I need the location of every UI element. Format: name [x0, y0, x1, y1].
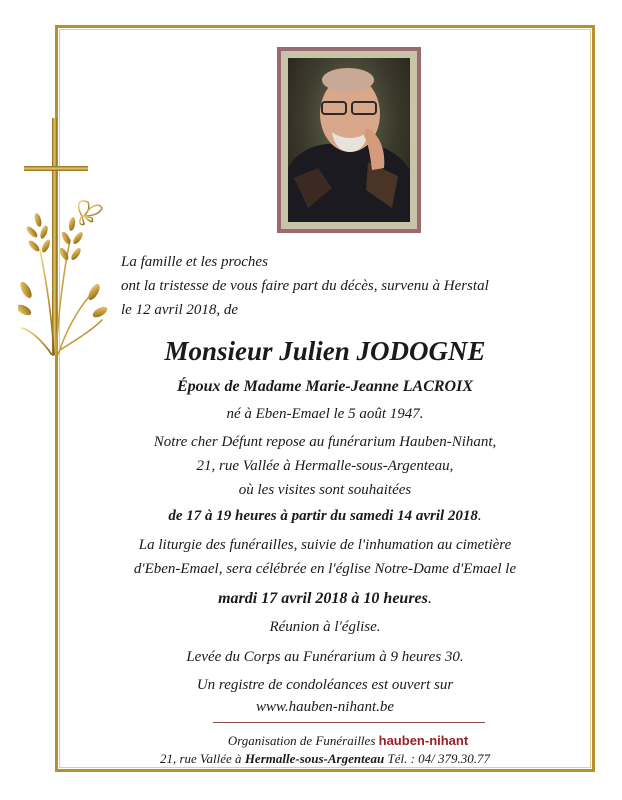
service-line	[55, 590, 595, 608]
cross-horizontal-bar	[24, 166, 88, 171]
intro-line: La famille et les proches	[121, 254, 268, 270]
liturgy-line: La liturgie des funérailles, suivie de l'inhumation au cimetière	[138, 537, 512, 553]
rest-line: 21, rue Vallée à Hermalle-sous-Argenteau,	[196, 458, 454, 474]
rest-line: où les visites sont souhaitées	[238, 482, 412, 498]
registry-line: Un registre de condoléances est ouvert sur	[196, 677, 454, 693]
service-period: .	[427, 590, 432, 607]
address-line	[55, 751, 595, 767]
footer-divider	[213, 722, 485, 723]
photo-mat	[281, 51, 417, 229]
visits-hours: de 17 à 19 heures à partir du samedi 14 avril 2018	[168, 508, 478, 524]
visits-period: .	[477, 508, 482, 524]
wheat-butterfly-ornament	[18, 180, 110, 355]
registry-url: www.hauben-nihant.be	[255, 699, 395, 715]
address-prefix: 21, rue Vallée à	[159, 751, 242, 766]
intro-line: ont la tristesse de vous faire part du décès, survenu à Herstal	[121, 278, 489, 294]
organisation-line	[78, 733, 618, 749]
phone-number: Tél. : 04/ 379.30.77	[387, 751, 491, 766]
address-town: Hermalle-sous-Argenteau	[244, 751, 385, 766]
organisation-label: Organisation de Funérailles	[227, 733, 376, 748]
portrait-image	[288, 58, 410, 222]
meeting-line: Réunion à l'église.	[269, 619, 381, 635]
intro-paragraph	[121, 250, 601, 322]
birth-line: né à Eben-Emael le 5 août 1947.	[226, 406, 424, 422]
levee-line: Levée du Corps au Funérarium à 9 heures 30.	[186, 649, 464, 665]
service-datetime: mardi 17 avril 2018 à 10 heures	[218, 590, 428, 607]
rest-line: Notre cher Défunt repose au funérarium Hauben-Nihant,	[153, 434, 497, 450]
brand-logo-text: hauben-nihant	[378, 733, 469, 748]
intro-line: le 12 avril 2018, de	[121, 302, 239, 318]
spouse-line: Époux de Madame Marie-Jeanne LACROIX	[176, 378, 473, 395]
liturgy-line: d'Eben-Emael, sera célébrée en l'église Notre-Dame d'Emael le	[133, 561, 517, 577]
visits-line	[55, 508, 595, 525]
portrait-photo	[277, 47, 421, 233]
deceased-name: Monsieur Julien JODOGNE	[164, 336, 486, 366]
